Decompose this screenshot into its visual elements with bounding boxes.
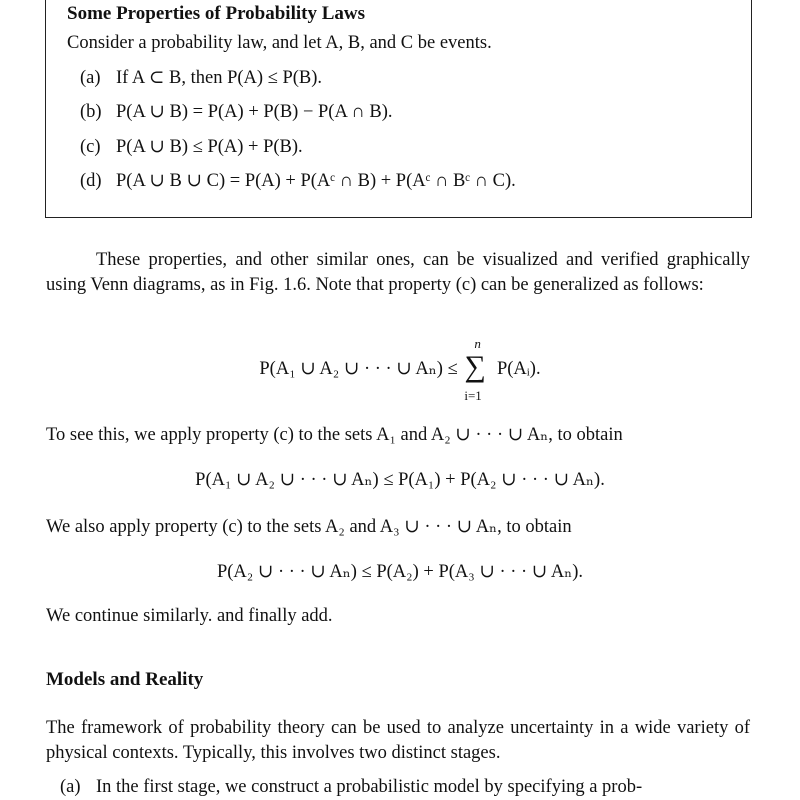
equation-union-bound <box>0 335 800 403</box>
property-text: P(A ∪ B ∪ C) = P(A) + P(Aᶜ ∩ B) + P(Aᶜ ∩ Bᶜ ∩ C). <box>116 171 516 191</box>
property-text: P(A ∪ B) = P(A) + P(B) − P(A ∩ B). <box>116 102 393 122</box>
equation-rhs: P(Aᵢ). <box>496 359 541 379</box>
list-item <box>60 777 642 798</box>
sum-symbol: ∑ <box>464 349 486 383</box>
property-label: (b) <box>80 102 102 122</box>
property-label: (d) <box>80 171 102 191</box>
box-intro: Consider a probability law, and let A, B, and C be events. <box>67 33 492 53</box>
property-text: If A ⊂ B, then P(A) ≤ P(B). <box>116 68 323 88</box>
paragraph-venn: These properties, and other similar ones, can be visualized and verified graphically using Venn diagrams, as in Fig. 1.6. Note that property (c) can be generalized as follows: <box>46 250 750 295</box>
text-line-continue: We continue similarly. and finally add. <box>46 606 333 626</box>
sum-upper-limit: n <box>474 335 481 351</box>
text-line-apply-2: We also apply property (c) to the sets A₂ and A₃ ∪ · · · ∪ Aₙ, to obtain <box>46 517 572 537</box>
sum-lower-limit: i=1 <box>464 387 482 403</box>
equation-lhs: P(A₁ ∪ A₂ ∪ · · · ∪ Aₙ) ≤ <box>259 359 458 379</box>
summation <box>462 335 492 403</box>
section-heading: Models and Reality <box>46 669 204 690</box>
paragraph-framework: The framework of probability theory can be used to analyze uncertainty in a wide variety of physical contexts. Typically, this involves two distinct stages. <box>46 718 750 763</box>
property-a <box>80 67 322 89</box>
property-label: (a) <box>80 68 101 88</box>
list-item-text: In the first stage, we construct a probabilistic model by specifying a prob- <box>96 777 643 797</box>
property-text: P(A ∪ B) ≤ P(A) + P(B). <box>116 137 303 157</box>
list-item-label: (a) <box>60 777 81 797</box>
property-d <box>80 170 516 192</box>
property-b <box>80 101 393 123</box>
text-line-apply-1: To see this, we apply property (c) to the sets A₁ and A₂ ∪ · · · ∪ Aₙ, to obtain <box>46 425 623 445</box>
property-c <box>80 136 303 158</box>
equation-step-2: P(A₂ ∪ · · · ∪ Aₙ) ≤ P(A₂) + P(A₃ ∪ · · · ∪ Aₙ). <box>216 562 584 582</box>
property-label: (c) <box>80 137 101 157</box>
equation-step-1: P(A₁ ∪ A₂ ∪ · · · ∪ Aₙ) ≤ P(A₁) + P(A₂ ∪ · · · ∪ Aₙ). <box>195 470 605 490</box>
box-title: Some Properties of Probability Laws <box>67 3 365 24</box>
